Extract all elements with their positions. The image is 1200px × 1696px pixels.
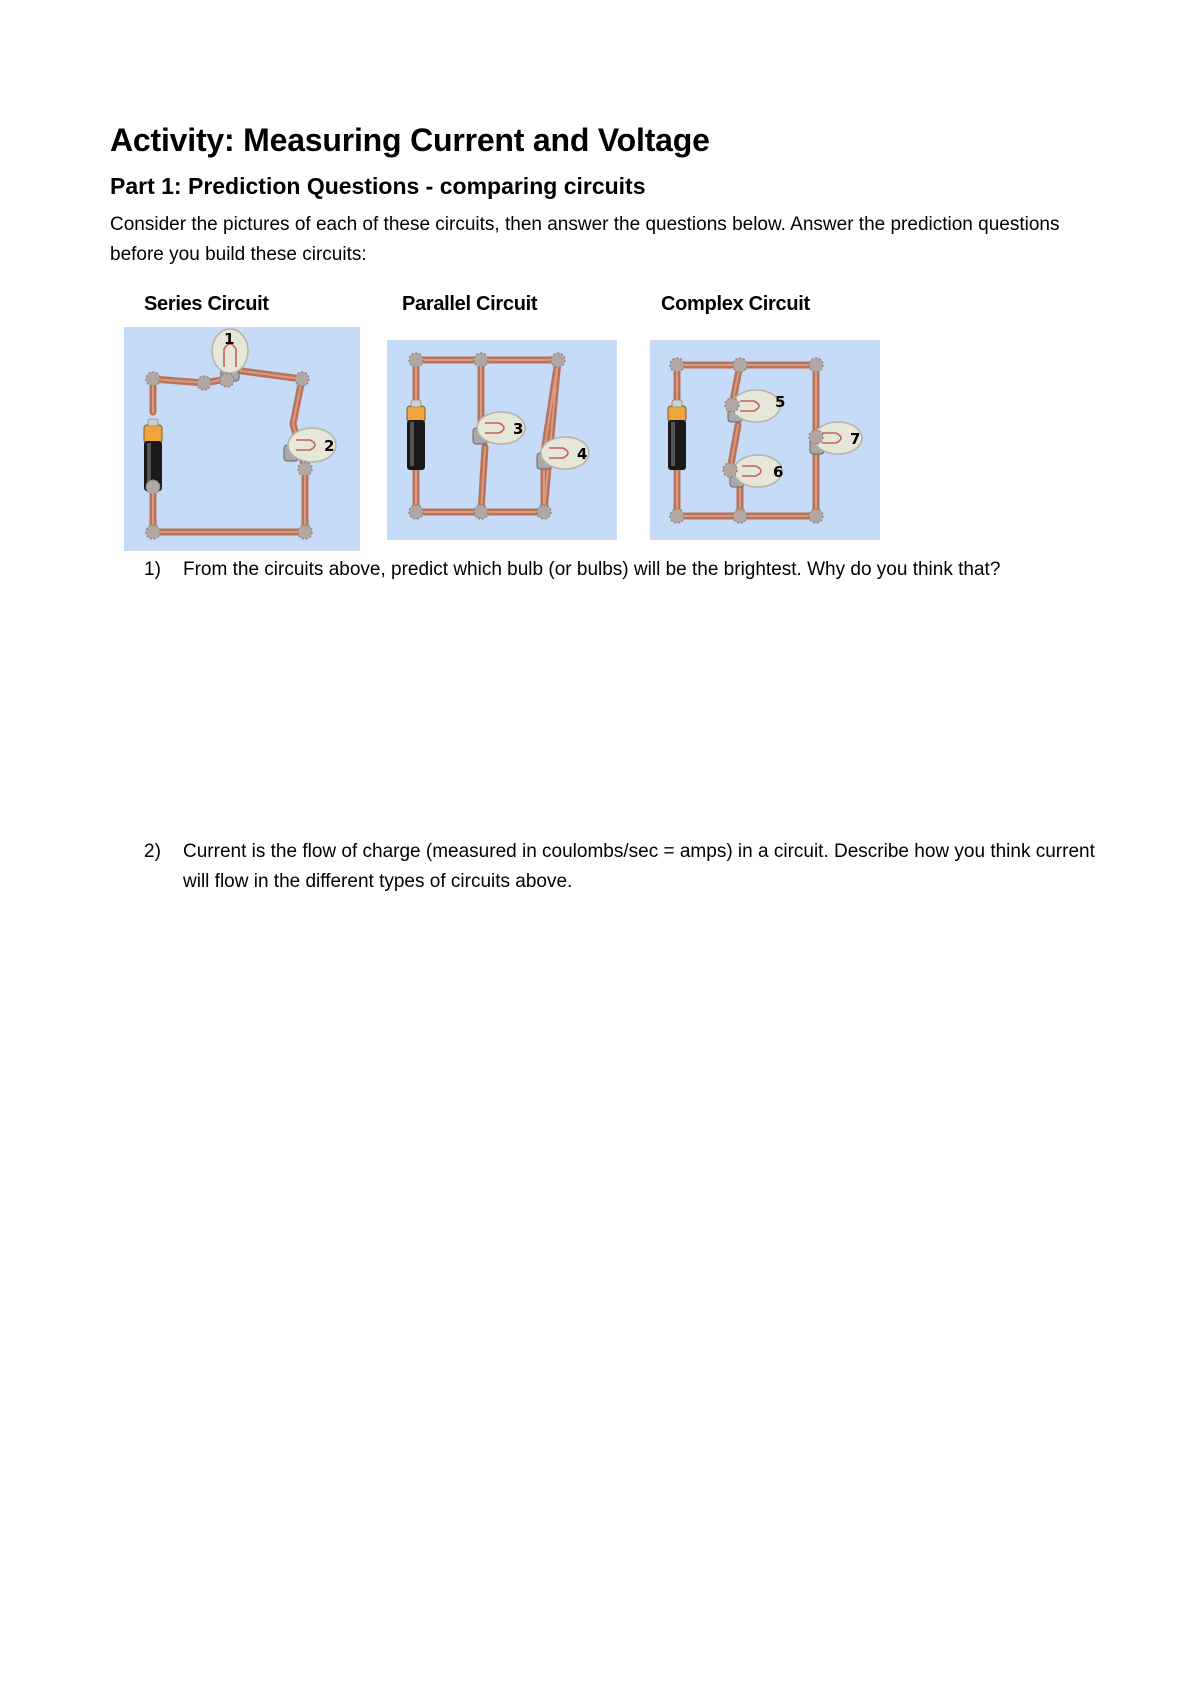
- bulb-icon: [284, 428, 336, 462]
- bulb-number: 4: [577, 445, 588, 463]
- series-circuit-diagram: [124, 327, 360, 551]
- question-2: [144, 837, 1104, 897]
- question-text: Current is the flow of charge (measured in coulombs/sec = amps) in a circuit. Describe how you think current will flow in the different types of circuits above.: [183, 841, 1095, 892]
- bulb-number: 7: [850, 430, 861, 448]
- bulb-number: 6: [773, 463, 784, 481]
- complex-circuit-label: Complex Circuit: [661, 293, 810, 315]
- battery-icon: [407, 400, 425, 470]
- complex-wires: [677, 365, 816, 516]
- question-number: 1): [144, 559, 161, 580]
- question-1: [144, 555, 1104, 585]
- parallel-circuit-label: Parallel Circuit: [402, 293, 538, 315]
- question-text: From the circuits above, predict which bulb (or bulbs) will be the brightest. Why do you think that?: [183, 559, 1001, 580]
- bulb-number: 2: [324, 437, 335, 455]
- series-circuit-label: Series Circuit: [144, 293, 269, 315]
- battery-icon: [668, 400, 686, 470]
- series-wires: [153, 369, 305, 532]
- bulb-number: 3: [513, 420, 524, 438]
- intro-paragraph: Consider the pictures of each of these circuits, then answer the questions below. Answer the prediction questions before you build these circuits:: [110, 214, 1060, 265]
- wire-junctions: [670, 358, 823, 523]
- bulb-number: 5: [775, 393, 786, 411]
- question-number: 2): [144, 841, 161, 862]
- section-heading: Part 1: Prediction Questions - comparing circuits: [110, 173, 646, 199]
- bulb-number: 1: [224, 330, 235, 348]
- parallel-circuit-diagram: [387, 340, 617, 540]
- complex-circuit-diagram: [650, 340, 880, 540]
- page-title: Activity: Measuring Current and Voltage: [110, 122, 710, 158]
- bulb-icon: [730, 455, 783, 487]
